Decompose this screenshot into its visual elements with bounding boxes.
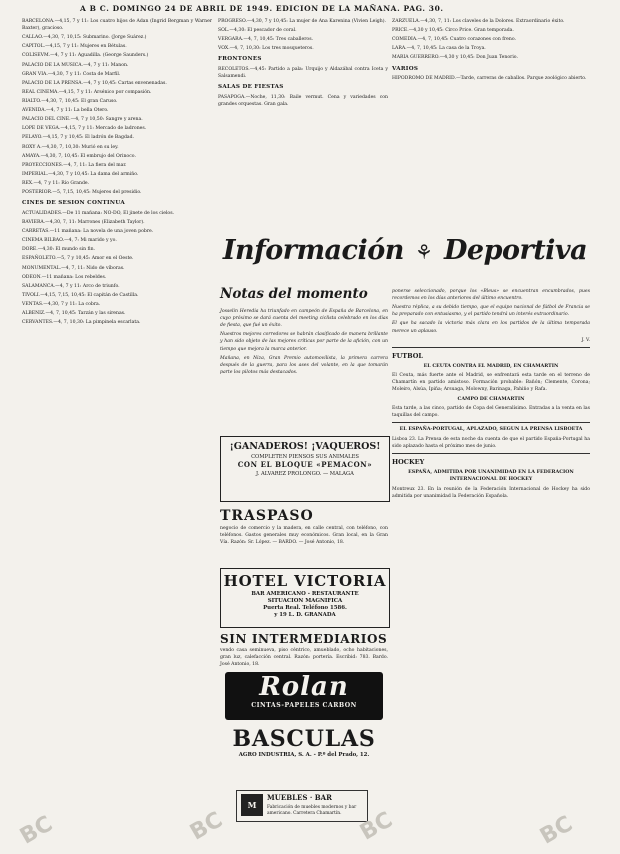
subhead: ESPAÑA, ADMITIDA POR UNANIMIDAD EN LA FEDERACION INTERNACIONAL DE HOCKEY <box>408 468 574 483</box>
article-paragraph: Esta tarde, a las cinco, partido de Copa del Generalísimo. Entradas a la venta en las taquillas del campo. <box>392 406 590 419</box>
ad-muebles <box>236 790 368 822</box>
section-title-hockey: HOCKEY <box>392 457 425 466</box>
classified-traspaso <box>220 508 388 547</box>
ad-line: AGRO INDUSTRIA, S. A. - P.º del Prado, 12. <box>238 752 370 758</box>
ad-rolan <box>225 672 383 720</box>
listing: HIPODROMO DE MADRID.—Tarde, carreras de caballos. Parque zoológico abierto. <box>392 76 587 82</box>
ad-basculas <box>220 726 388 758</box>
ad-headline: ¡GANADEROS! ¡VAQUEROS! <box>229 441 381 452</box>
listing: BAVIERA.—4,30, 7, 11: Marrones (Elizabeth Taylor). <box>22 219 145 225</box>
listing: VERGARA.—4, 7, 10,45: Tres caballeros. <box>218 37 314 43</box>
listing: POSTERIOR.—5, 7,15, 10,45: Mujeres del presidio. <box>22 190 142 196</box>
article-paragraph: Josselin Heredia ha triunfado en campeón de España de Barcelona, en cuyo próximo se dará cuenta del meeting ciclista celebrado en los días de fiesta, que fué un éxito. <box>220 309 388 329</box>
listing: CERVANTES.—4, 7, 10,30: La pimpinela escarlata. <box>22 320 141 326</box>
listing: ACTUALIDADES.—De 11 mañana: NO-DO, El jinete de los cielos. <box>22 210 175 216</box>
listing: PALACIO DE LA MUSICA.—4, 7 y 11: Manon. <box>22 62 129 68</box>
article-paragraph: ponerse seleccionado, porque los «Bleus» se encuentran encumbrados, pues recordemos en los días anteriores del último encuentro. <box>392 289 590 302</box>
article-paragraph: El que ha sacado la victoria más clara en los partidos de la última temporada merece un aplauso. <box>392 321 590 334</box>
ad-ganaderos <box>220 436 390 502</box>
listing: MONUMENTAL.—4, 7, 11: Nido de víboras. <box>22 265 125 271</box>
listing: RIALTO.—4,30, 7, 10,45: El gran Caruso. <box>22 98 118 104</box>
classified-headline: SIN INTERMEDIARIOS <box>220 632 388 646</box>
listing: PALACIO DE LA PRENSA.—4, 7 y 10,45: Cartas envenenadas. <box>22 80 167 86</box>
listing: TIVOLI.—4,15, 7,15, 10,45: El capitán de Castilla. <box>22 292 139 298</box>
listing: CARRETAS.—11 mañana: La novela de una joven pobre. <box>22 229 154 235</box>
watermark: BC <box>15 811 57 850</box>
listing: DORE.—4,30: El mundo sin fin. <box>22 247 96 253</box>
listing: VENTAS.—4,30, 7 y 11: La cobra. <box>22 301 101 307</box>
listing: AMAYA.—4,30, 7, 10,45: El embrujo del Orinoco. <box>22 153 136 159</box>
ad-line: SITUACION MAGNIFICA <box>267 598 343 604</box>
ad-headline: MUEBLES · BAR <box>267 793 332 802</box>
watermark: BC <box>185 807 227 846</box>
banner-title-right: Deportiva <box>444 235 588 266</box>
listing: ODEON.—11 mañana: Los rebeldes. <box>22 274 107 280</box>
listing: PRICE.—4,30 y 10,45: Circo Price. Gran temporada. <box>392 28 514 34</box>
ad-line: BAR AMERICANO - RESTAURANTE <box>251 591 359 597</box>
listing: REAL CINEMA.—4,15, 7 y 11: Arsénico por compasión. <box>22 89 152 95</box>
ad-headline: BASCULAS <box>232 726 376 752</box>
listing: PROYECCIONES.—4, 7, 11: La fiera del mar. <box>22 162 127 168</box>
ad-line: y 19 L. D. GRANADA <box>274 612 336 618</box>
classified-text: negocio de comercio y la madera, en calle central, con teléfono, con teléfonos. Gastos generales muy económicos. Gran local, en la Gran Vía. Razón: Sr. López. — BARDO. — José Antonio, 18. <box>220 526 388 546</box>
article-paragraph: Nuestra réplica, a su debido tiempo, que el equipo nacional de fútbol de Francia se ha preparado con entusiasmo, y el partido tendrá un interés extraordinario. <box>392 305 590 318</box>
sports-banner <box>220 222 590 280</box>
section-title-cines: CINES DE SESION CONTINUA <box>22 200 125 207</box>
banner-title-left: Información <box>222 235 404 266</box>
listing: SOL.—4,30: El pescador de coral. <box>218 28 297 34</box>
listing: GRAN VIA.—4,30, 7 y 11: Costa de Marfil. <box>22 71 121 77</box>
listing: CALLAO.—4,30, 7, 10,15: Submarino. (Jorge Suárez.) <box>22 35 147 41</box>
ad-brand: CON EL BLOQUE «PEMACON» <box>237 460 373 469</box>
middle-article <box>220 308 388 378</box>
article-paragraph: Nuestros mejores corredores se habrán clasificado de manera brillante y han sido objeto de las mejores críticas por parte de la afición, con un tiempo que mejora la marca anterior. <box>220 332 388 352</box>
watermark: BC <box>535 811 577 850</box>
flower-ornament-icon: ⚘ <box>414 240 433 264</box>
byline: J. V. <box>581 337 590 343</box>
rolan-tagline: CINTAS-PAPELES CARBON <box>251 702 357 709</box>
article-paragraph: Mañana, en Niza, Gran Premio automovilista, la primera carrera después de la guerra, para los ases del volante, en la que tomarán parte los pilotos más destacados. <box>220 355 388 375</box>
listing: AVENIDA.—4, 7 y 11: La bella Otero. <box>22 108 109 114</box>
ad-line: Fabricación de muebles modernos y bar americano. Carretera Chamartín. <box>267 805 357 817</box>
divider <box>392 347 590 348</box>
subhead: CAMPO DE CHAMARTIN <box>457 395 525 402</box>
divider <box>392 422 590 423</box>
listing: PASAPOGA.—Noche, 11,30: Baile vermut. Cena y variedades con grandes orquestas. Gran gala. <box>218 94 388 108</box>
middle-top-listings <box>218 18 388 110</box>
running-head: A B C. DOMINGO 24 DE ABRIL DE 1949. EDICION DE LA MAÑANA. PAG. 30. <box>80 4 444 13</box>
ad-line: COMPLETEN PIENSOS SUS ANIMALES <box>251 454 359 460</box>
ad-headline: HOTEL VICTORIA <box>223 572 387 590</box>
classified-headline: TRASPASO <box>220 508 314 524</box>
notas-heading: Notas del momento <box>220 286 368 302</box>
listing: CINEMA BILBAO.—4, 7: Mi marido y yo. <box>22 238 117 244</box>
section-title-varios: VARIOS <box>392 65 419 72</box>
listing: COLISEVM.—4, 7 y 11: Aguadilla. (George Saunders.) <box>22 53 149 59</box>
listing: ALBENIZ.—4, 7, 10,45: Tarzán y las sirenas. <box>22 311 126 317</box>
listing: CAPITOL.—4,15, 7 y 11: Mujeres en Bétulas. <box>22 44 127 50</box>
section-title-frontones: FRONTONES <box>218 56 262 63</box>
listing: IMPERIAL.—4,30, 7 y 10,45: La dama del armiño. <box>22 171 139 177</box>
listing: ROXY A.—4,30, 7, 10,30: Murió en su ley. <box>22 144 119 150</box>
article-paragraph: El Ceuta, más fuerte ante el Madrid, se enfrentará esta tarde en el terreno de Chamartín en partido amistoso. Formación probable: Bañón; Clemente, Corona; Moleiro, Alsúa, Ipiña; Arsuaga, Molowny, Barinaga, Pahiño y Rafa. <box>392 373 590 393</box>
classified-sin-intermediarios <box>220 632 388 669</box>
listing: PELAYO.—4,15, 7 y 10,45: El ladrón de Bagdad. <box>22 135 135 141</box>
section-title-futbol: FUTBOL <box>392 351 423 360</box>
listing: PALACIO DEL CINE.—4, 7 y 10,50: Sangre y arena. <box>22 117 143 123</box>
subhead: EL CEUTA CONTRA EL MADRID, EN CHAMARTIN <box>423 362 559 369</box>
ad-address: J. ALVAREZ PROLONGO. — MALAGA <box>256 471 354 477</box>
listing: SALAMANCA.—4, 7 y 11: Arco de triunfo. <box>22 283 120 289</box>
rolan-logo: Rolan <box>259 672 349 702</box>
right-top-listings <box>392 18 590 84</box>
listing: ZARZUELA.—4,30, 7, 11: Los claveles de la Dolores. Extraordinario éxito. <box>392 19 565 24</box>
listing: BARCELONA.—4,15, 7 y 11: Los cuatro hijos de Adan (Ingrid Bergman y Warner Baxter), gracioso. <box>22 19 212 32</box>
left-column-listings <box>22 18 212 848</box>
ad-line: Puerta Real. Teléfono 1586. <box>263 605 347 611</box>
watermark: BC <box>355 807 397 846</box>
right-article <box>392 288 590 502</box>
ad-hotel-victoria <box>220 568 390 628</box>
listing: ESPAÑOLETO.—5, 7 y 10,45: Amor en el Oeste. <box>22 256 134 262</box>
listing: PROGRESO.—4,30, 7 y 10,45: La mujer de Ana Karenina (Vivien Leigh). <box>218 19 386 24</box>
listing: VOX.—4, 7, 10,30: Los tres mosqueteros. <box>218 46 314 52</box>
divider <box>392 453 590 454</box>
listing: MARIA GUERRERO.—4,30 y 10,45: Don Juan Tenorio. <box>392 55 518 61</box>
muebles-logo-icon: M <box>241 794 263 816</box>
listing: REX.—4, 7 y 11: Río Grande. <box>22 180 90 186</box>
listing: COMEDIA.—4, 7, 10,45: Cuatro corazones con freno. <box>392 37 516 43</box>
article-paragraph: Lisboa 23. La Prensa de esta noche da cuenta de que el partido España-Portugal ha sido aplazado hasta el próximo mes de junio. <box>392 436 590 449</box>
listing: LARA.—4, 7, 10,45: La casa de la Troya. <box>392 46 486 52</box>
classified-text: vendo casa seminueva, piso céntrico, amueblado, ocho habitaciones, gran luz, calefacción central. Razón: portería. Escribid: 783. Bardo. José Antonio, 18. <box>220 648 388 668</box>
listing: RECOLETOS.—4,45: Partido a pala: Urquijo y Aldazábal contra Iceta y Salsamendi. <box>218 67 388 80</box>
article-paragraph: Montreux 23. En la reunión de la Federación Internacional de Hockey ha sido admitida por unanimidad la Federación Española. <box>392 486 590 499</box>
listing: LOPE DE VEGA.—4,15, 7 y 11: Mercado de ladrones. <box>22 126 147 132</box>
subhead: EL ESPAÑA-PORTUGAL, APLAZADO, SEGUN LA PRENSA LISBOETA <box>399 426 583 433</box>
section-title-fiestas: SALAS DE FIESTAS <box>218 84 284 91</box>
